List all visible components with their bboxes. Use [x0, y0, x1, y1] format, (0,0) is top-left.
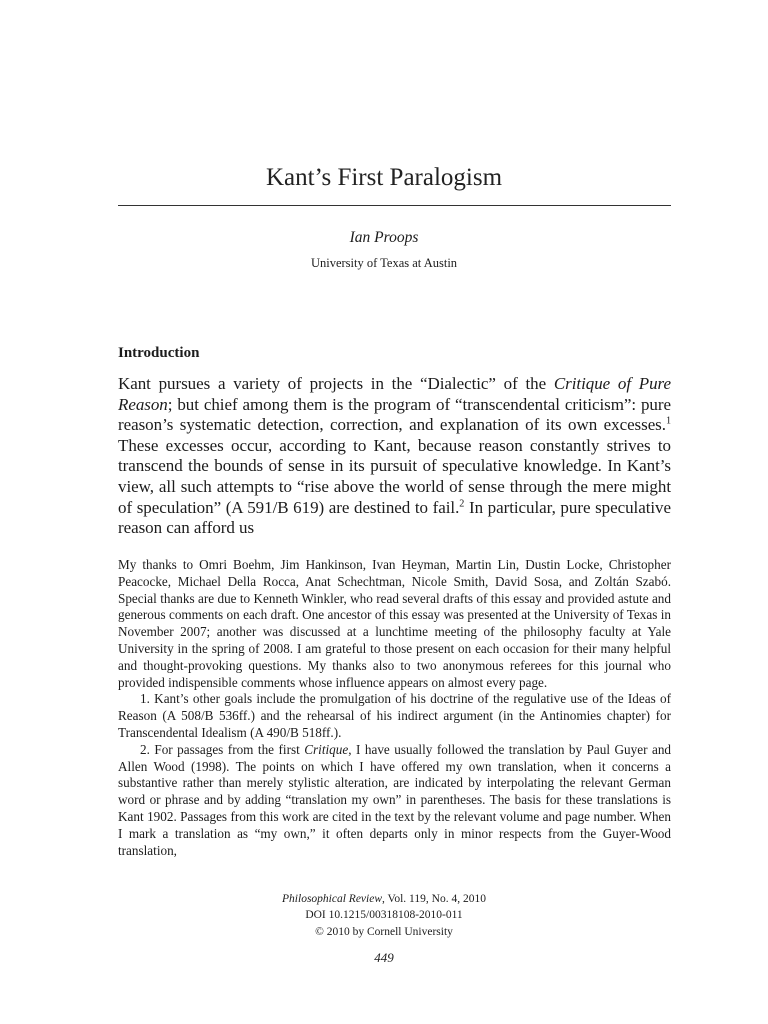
doi: DOI 10.1215/00318108-2010-011 — [305, 909, 463, 922]
body-text — [118, 374, 671, 539]
page-number: 449 — [374, 950, 394, 965]
acknowledgment-note: My thanks to Omri Boehm, Jim Hankinson, Ivan Heyman, Martin Lin, Dustin Locke, Christopher Peacocke, Michael Della Rocca, Anat Schechtman, Nicole Smith, David Sosa, and Zoltán Szabó. Special thanks are due to Kenneth Winkler, who read several drafts of this essay and provided astute and generous comments on each draft. One ancestor of this essay was presented at the University of Texas in November 2007; another was discussed at a lunchtime meeting of the philosophy faculty at Yale University in the spring of 2008. I am grateful to those present on each occasion for their many helpful and thought-provoking questions. My thanks also to two anonymous referees for this journal who provided indispensible comments whose influence appears on almost every page. — [118, 557, 671, 690]
body-text-run: ; but chief among them is the program of “transcendental criticism”: pure reason’s systematic detection, correction, and explanation of its own excesses. — [118, 394, 671, 435]
footnote-2 — [118, 742, 671, 860]
footnotes — [118, 557, 671, 859]
journal-citation — [0, 891, 768, 907]
volume-issue: , Vol. 119, No. 4, 2010 — [382, 893, 486, 905]
body-text-run: Kant pursues a variety of projects in the “Dialectic” of the — [118, 374, 554, 393]
body-text-run: These excesses occur, according to Kant, because reason constantly strives to transcend the bounds of sense in its pursuit of speculative knowledge. In Kant’s view, all such attempts to “rise above the world of sense through the mere might of speculation” (A 591/B 619) are destined to fail. — [118, 435, 671, 517]
footnote-ref[interactable]: 2 — [459, 497, 465, 509]
article-title: Kant’s First Paralogism — [265, 164, 503, 191]
footnote-text-run: , I have usually followed the translation by Paul Guyer and Allen Wood (1998). The points on which I have offered my own translation, when it concerns a substantive rather than merely stylistic alteration, are indicated by interpolating the relevant German word or phrase and by adding “translation my own” in parentheses. The basis for these translations is Kant 1902. Passages from this work are cited in the text by the relevant volume and page number. When I mark a translation as “my own,” it often departs only in minor respects from the Guyer-Wood translation, — [118, 741, 672, 858]
journal-name: Philosophical Review — [282, 893, 382, 905]
body-text-run: In particular, pure speculative reason can afford us — [118, 497, 671, 538]
footnote-text-run: 2. For passages from the first — [140, 741, 305, 757]
title-rule — [118, 205, 671, 206]
author-affiliation: University of Texas at Austin — [310, 256, 458, 270]
publication-info — [0, 891, 768, 940]
copyright: © 2010 by Cornell University — [315, 925, 453, 938]
author-name: Ian Proops — [349, 229, 419, 246]
italic-title: Critique of Pure Reason — [118, 374, 671, 414]
body-paragraph — [118, 374, 671, 539]
section-heading: Introduction — [118, 345, 200, 361]
footnote-ref[interactable]: 1 — [665, 415, 671, 427]
footnote-1: 1. Kant’s other goals include the promulgation of his doctrine of the regulative use of the Ideas of Reason (A 508/B 536ff.) and the rehearsal of his indirect argument (in the Antinomies chapter) for Transcendental Idealism (A 490/B 518ff.). — [118, 691, 671, 740]
italic-title: Critique — [304, 741, 349, 757]
